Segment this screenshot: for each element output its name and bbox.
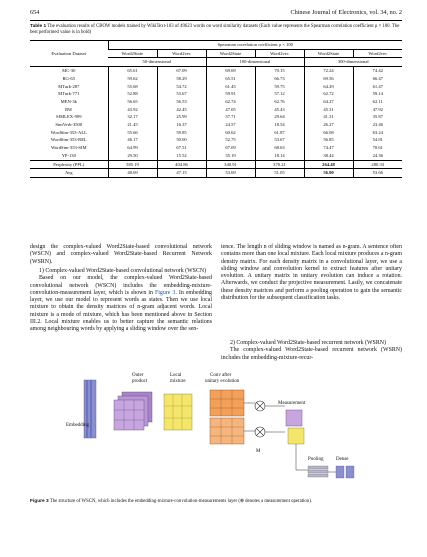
table-cell: 51.05 — [255, 169, 304, 178]
table-cell: 53.67 — [255, 136, 304, 144]
table-cell: 404.86 — [157, 160, 206, 169]
model-header: Word2vec — [255, 49, 304, 58]
table-cell: 59.91 — [206, 90, 255, 98]
dim-header: 300-dimensional — [304, 58, 402, 67]
model-header: Word2vec — [353, 49, 402, 58]
header-rule — [30, 20, 402, 21]
table-cell: 26.27 — [304, 121, 353, 129]
measurement-stack — [286, 410, 304, 444]
table-cell: 52.88 — [108, 90, 157, 98]
table-cell: 52.75 — [206, 136, 255, 144]
table-cell: 45.43 — [255, 106, 304, 114]
table-cell: 61.47 — [353, 83, 402, 91]
table-cell: 53.69 — [206, 169, 255, 178]
table-cell: 47.92 — [353, 106, 402, 114]
table-cell: 45.31 — [304, 106, 353, 114]
table-cell: 62.74 — [206, 98, 255, 106]
left-column-body — [30, 268, 212, 333]
paragraph: The complex-valued Word2State-based recurrent network (WSRN) includes the embedding-mixture-recur- — [221, 347, 402, 361]
paragraph: tence. The length n of sliding window is named as n-gram. A sentence often contains more than one local mixture. Each local mixture produces a n-gram density matrix. For each density matrix in a convolutional layer, we use a sliding window and convolution kernel to extract features after unitary evolution. A unitary matrix in unitary evolution can induce a rotation. Afterwards, we conduct the projective measurement. Lastly, we concatenate these density matrices and perform a pooling operation to gain the semantic distribution for the subsequent classification tasks. — [221, 244, 402, 301]
table-cell: 42.45 — [157, 106, 206, 114]
row-label: RG-65 — [62, 75, 75, 81]
model-header: Word2State — [304, 49, 353, 58]
label-pooling: Pooling — [308, 457, 324, 462]
table-cell: 55.68 — [108, 83, 157, 91]
table-cell: 53.67 — [157, 90, 206, 98]
table-cell: 50.00 — [157, 136, 206, 144]
table-cell: 38.44 — [304, 152, 353, 160]
table-row — [30, 106, 402, 114]
table-cell: 64.27 — [304, 98, 353, 106]
table-cell: 59.14 — [353, 90, 402, 98]
figure-link[interactable]: Figure 3 — [155, 289, 176, 296]
table-cell: 23.46 — [353, 121, 402, 129]
pooling-bars — [308, 466, 328, 477]
table-cell: 66.73 — [255, 75, 304, 83]
table-cell: 16.37 — [157, 121, 206, 129]
table-cell: 264.48 — [304, 160, 353, 169]
row-label: YP-130 — [61, 152, 76, 158]
row-label: WordSim-353-REL — [50, 137, 87, 143]
conv-block — [210, 390, 244, 444]
running-header — [30, 9, 402, 20]
table-row — [30, 121, 402, 129]
row-label: SIMLEX-999 — [55, 114, 82, 120]
table-cell: 70.61 — [353, 144, 402, 152]
table-cell: 61.87 — [255, 129, 304, 137]
table-cell: 69.56 — [304, 75, 353, 83]
table-cell: 62.72 — [304, 90, 353, 98]
table-cell: 54.81 — [353, 136, 402, 144]
table-cell: 59.75 — [255, 83, 304, 91]
table-cell: 56.65 — [108, 98, 157, 106]
table-cell: 62.11 — [353, 98, 402, 106]
table-cell: 340.91 — [206, 160, 255, 169]
left-column — [30, 244, 212, 266]
table-cell: 21.45 — [108, 121, 157, 129]
section-heading-wsrn: 2) Complex-valued Word2State-based recurrent network (WSRN) — [230, 340, 386, 346]
table-cell: 280.33 — [353, 160, 402, 169]
table-cell: 63.24 — [353, 129, 402, 137]
label-dense: Dense — [336, 457, 349, 462]
journal-title: Chinese Journal of Electronics, vol. 34, no. 2 — [290, 9, 402, 16]
dense-bars — [336, 466, 354, 478]
table-row — [30, 98, 402, 106]
table-row — [30, 169, 402, 178]
results-table — [30, 40, 402, 178]
table-cell: 61.45 — [206, 83, 255, 91]
table-row — [30, 113, 402, 121]
table-cell: 70.15 — [255, 67, 304, 75]
table-cell: 24.36 — [353, 152, 402, 160]
table-cell: 46.17 — [108, 136, 157, 144]
table-cell: 37.71 — [206, 113, 255, 121]
section-heading-wscn: 1) Complex-valued Word2State-based convolutional network (WSCN) — [39, 268, 207, 274]
table-cell: 67.51 — [157, 144, 206, 152]
table-cell: 57.12 — [255, 90, 304, 98]
table-row — [30, 160, 402, 169]
table-cell: 65.61 — [108, 67, 157, 75]
label-m: M — [256, 449, 261, 454]
table-cell: 25.99 — [157, 113, 206, 121]
local-mixture-block — [164, 394, 192, 430]
paragraph: design the complex-valued Word2State-based convolutional network (WSCN) and complex-valued Word2State-based Recurrent Network (WSRN). — [30, 244, 212, 265]
row-label: Avg — [30, 169, 108, 178]
row-label: MC-30 — [30, 67, 108, 75]
dim-header: 100-dimensional — [206, 58, 304, 67]
model-header: Word2State — [108, 49, 157, 58]
figure-caption-label: Figure 3 — [30, 499, 49, 504]
table-cell: 47.05 — [206, 106, 255, 114]
table-row — [30, 144, 402, 152]
label-outer-product: Outer product — [132, 373, 148, 384]
table-caption-text: The evaluation results of CBOW models trained by WikiText-103 of 49623 words on word similarity datasets (Each value represents the Spearman correlation coefficient ρ × 100. The best performed value is in bold) — [30, 24, 400, 36]
table-cell: 18.54 — [255, 121, 304, 129]
wscn-figure — [60, 366, 372, 496]
figure-caption-text: The structure of WSCN, which includes the embedding-mixture-convolution-measurements layer (⊗ denotes a measurement operation). — [49, 499, 313, 504]
table-cell: 64.29 — [304, 83, 353, 91]
label-local-mixture: Local mixture — [170, 373, 186, 384]
table-cell: 56.85 — [304, 136, 353, 144]
right-column — [221, 244, 402, 302]
table-cell: 43.92 — [108, 106, 157, 114]
corner-header: Evaluation Dataset — [30, 41, 108, 67]
table-cell: 32.17 — [108, 113, 157, 121]
table-cell: 48.69 — [108, 169, 157, 178]
page-number: 654 — [30, 9, 40, 16]
row-label: MEN-3k — [60, 98, 77, 104]
model-header: Word2State — [206, 49, 255, 58]
table-caption-label: Table 1 — [30, 24, 47, 29]
table-cell: 58.29 — [157, 75, 206, 83]
table-cell: 67.09 — [157, 67, 206, 75]
table-cell: 64.99 — [108, 144, 157, 152]
table-cell: 56.53 — [157, 98, 206, 106]
table-cell: 67.09 — [206, 144, 255, 152]
table-caption — [30, 24, 402, 37]
table-cell: 59.85 — [157, 129, 206, 137]
table-cell: 370.21 — [255, 160, 304, 169]
table-cell: 68.63 — [255, 144, 304, 152]
paragraph: Based on our model, the complex-valued Word2State-based convolutional network (WSCN) includes the embedding-mixture-convolution-measurement layer, which is shown in Figure 3. In embedding layer, we use our model to represent words as states. Then we use local mixture to obtain the density matrices of n-gram adjacent words. Local mixture is a mode of mixture, which has been mentioned above in Section III.2. Local mixture enables us to better capture the semantic relations among neighbouring words by applying a sliding window over the sen- — [30, 275, 212, 332]
label-embedding: Embedding — [66, 423, 90, 428]
table-cell: 41.31 — [304, 113, 353, 121]
table-cell: 29.50 — [108, 152, 157, 160]
row-label: WordSim-353-ALL — [50, 129, 87, 135]
row-label: Perplexity (PPL) — [30, 160, 108, 169]
table-row — [30, 90, 402, 98]
table-cell: 66.47 — [353, 75, 402, 83]
embedding-stack — [84, 380, 96, 438]
table-row — [30, 152, 402, 160]
table-cell: 54.72 — [157, 83, 206, 91]
table-cell: 74.47 — [304, 144, 353, 152]
outer-product-grid — [114, 392, 152, 430]
table-cell: 15.52 — [157, 152, 206, 160]
table-cell: 35.19 — [206, 152, 255, 160]
table-row — [30, 83, 402, 91]
row-label: MTurk-771 — [58, 91, 80, 97]
table-cell: 24.57 — [206, 121, 255, 129]
table-cell: 59.62 — [108, 75, 157, 83]
table-cell: 18.14 — [255, 152, 304, 160]
table-cell: 56.90 — [304, 169, 353, 178]
label-measurement: Measurement — [278, 401, 306, 406]
table-cell: 585.19 — [108, 160, 157, 169]
table-cell: 47.15 — [157, 169, 206, 178]
table-cell: 66.08 — [304, 129, 353, 137]
table-row — [30, 136, 402, 144]
measurement-op-icon — [255, 401, 265, 437]
row-label: MTurk-287 — [58, 83, 80, 89]
table-cell: 53.66 — [353, 169, 402, 178]
table-cell: 60.62 — [206, 129, 255, 137]
row-label: RW — [65, 106, 73, 112]
row-label: SimVerb-3500 — [55, 122, 83, 128]
table-cell: 29.64 — [255, 113, 304, 121]
table-cell: 62.76 — [255, 98, 304, 106]
table-cell: 35.87 — [353, 113, 402, 121]
table-cell: 74.42 — [353, 67, 402, 75]
label-conv: Conv after unitary evolution — [205, 373, 240, 384]
figure-caption — [30, 499, 402, 505]
table-cell: 69.69 — [206, 67, 255, 75]
right-column-body — [221, 340, 402, 362]
row-label: WordSim-353-SIM — [50, 145, 87, 151]
table-cell: 65.51 — [206, 75, 255, 83]
table-row — [30, 67, 402, 75]
table-cell: 72.24 — [304, 67, 353, 75]
table-row — [30, 75, 402, 83]
table-row — [30, 129, 402, 137]
model-header: Word2vec — [157, 49, 206, 58]
group-header: Spearman correlation coefficient ρ × 100 — [108, 41, 402, 50]
table-cell: 55.66 — [108, 129, 157, 137]
dim-header: 50-dimensional — [108, 58, 206, 67]
